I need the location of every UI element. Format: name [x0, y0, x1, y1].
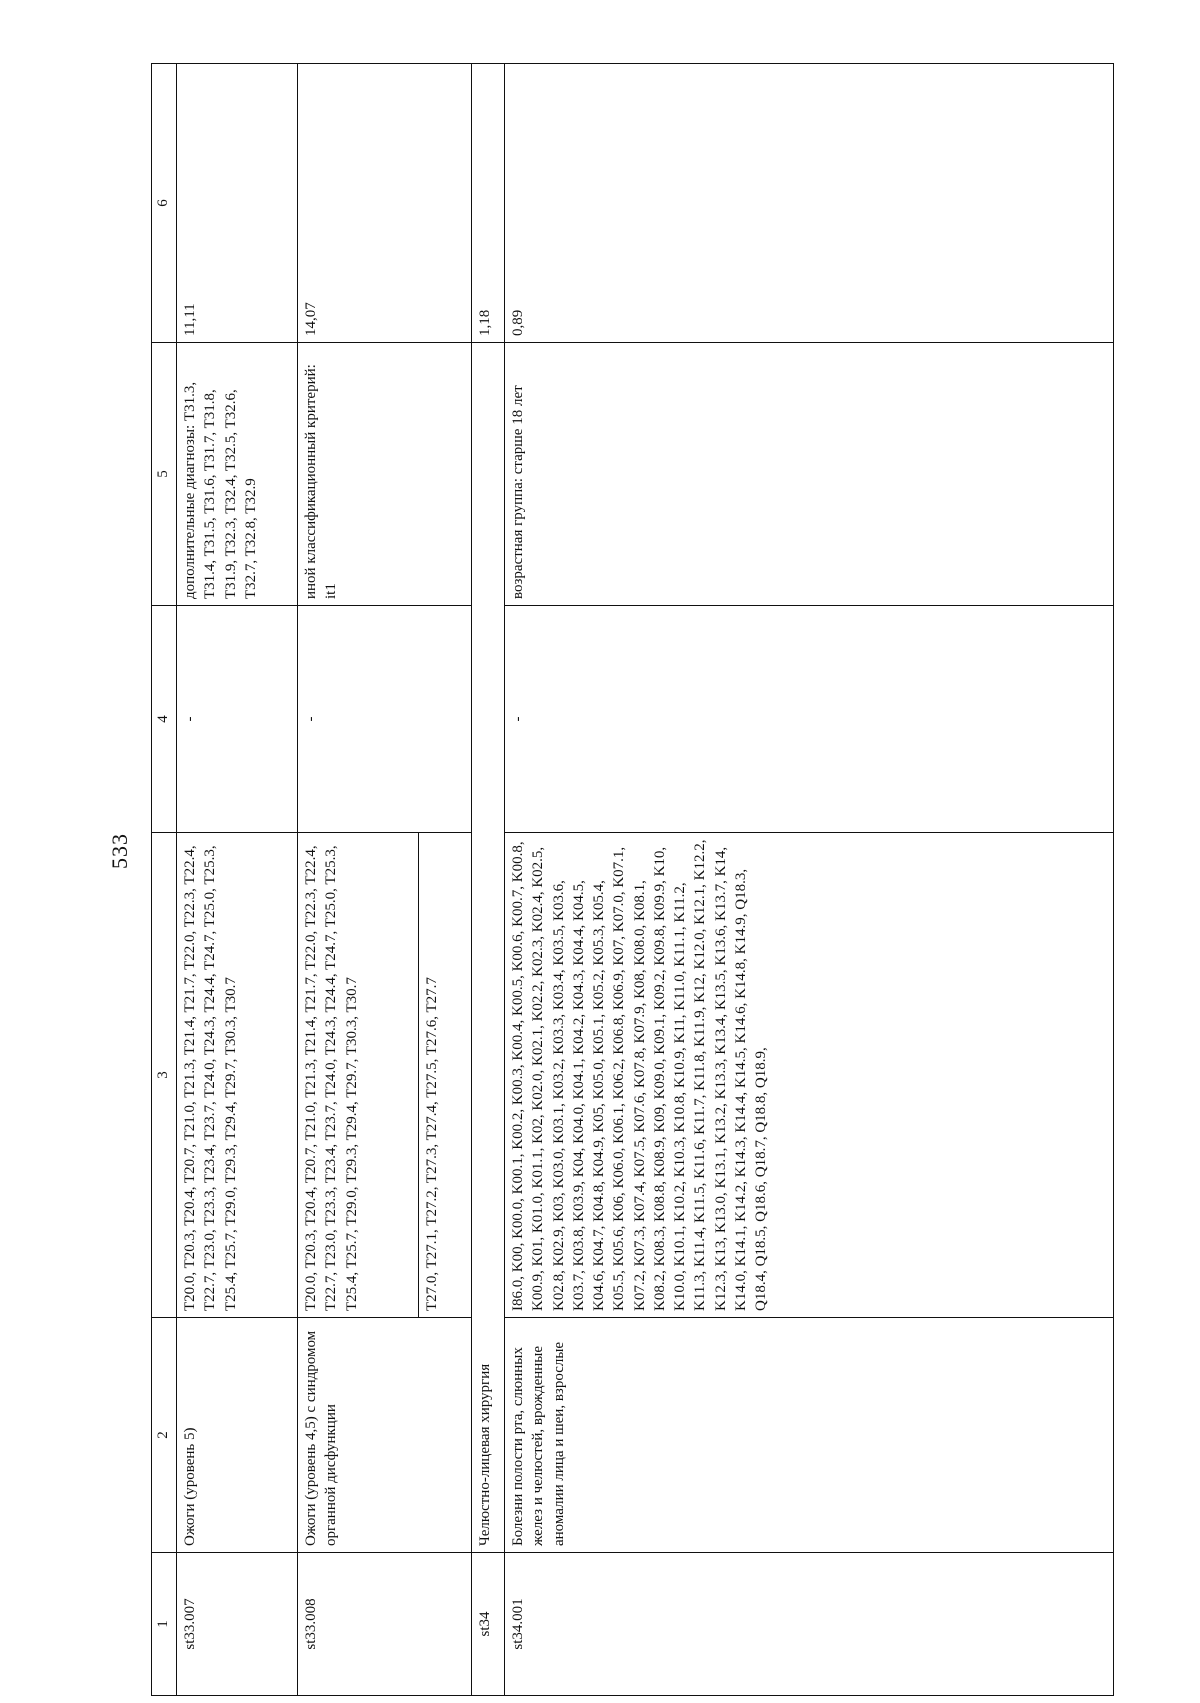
table-row: [298, 64, 419, 1696]
header-col-6: 6: [152, 64, 177, 343]
header-col-4: 4: [152, 606, 177, 833]
row-diagnosis-codes: I86.0, K00, K00.0, K00.1, K00.2, K00.3, K00.4, K00.5, K00.6, K00.7, K00.8, K00.9, K01, K01.0, K01.1, K02, K02.0, K02.1, K02.2, K02.3, K02.4, K02.5, K02.8, K02.9, K03, K03.0, K03.1, K03.2, K03.3, K03.4, K03.5, K03.6, K03.7, K03.8, K03.9, K04, K04.0, K04.1, K04.2, K04.3, K04.4, K04.5, K04.6, K04.7, K04.8, K04.9, K05, K05.0, K05.1, K05.2, K05.3, K05.4, K05.5, K05.6, K06, K06.0, K06.1, K06.2, K06.8, K06.9, K07, K07.0, K07.1, K07.2, K07.3, K07.4, K07.5, K07.6, K07.8, K07.9, K08, K08.0, K08.1, K08.2, K08.3, K08.8, K08.9, K09, K09.0, K09.1, K09.2, K09.8, K09.9, K10, K10.0, K10.1, K10.2, K10.3, K10.8, K10.9, K11, K11.0, K11.1, K11.2, K11.3, K11.4, K11.5, K11.6, K11.7, K11.8, K11.9, K12, K12.0, K12.1, K12.2, K12.3, K13, K13.0, K13.1, K13.2, K13.3, K13.4, K13.5, K13.6, K13.7, K14, K14.0, K14.1, K14.2, K14.3, K14.4, K14.5, K14.6, K14.8, K14.9, Q18.3, Q18.4, Q18.5, Q18.6, Q18.7, Q18.8, Q18.9,: [505, 833, 1114, 1318]
table-row: [177, 64, 298, 1696]
row-coefficient: 0,89: [505, 64, 1114, 343]
row-coefficient: 14,07: [298, 64, 472, 343]
row-code: st33.007: [177, 1553, 298, 1696]
tariff-table: [151, 64, 1114, 1696]
row-code: st33.008: [298, 1553, 472, 1696]
header-col-5: 5: [152, 343, 177, 606]
row-code: st34.001: [505, 1553, 1114, 1696]
row-name: Ожоги (уровень 4,5) с синдромом органной дисфункции: [298, 1318, 472, 1553]
row-criteria: иной классификационный критерий: it1: [298, 343, 472, 606]
section-code: st34: [472, 1553, 505, 1696]
row-col4: -: [505, 606, 1114, 833]
section-name: Челюстно-лицевая хирургия: [472, 343, 505, 1553]
row-name: Ожоги (уровень 5): [177, 1318, 298, 1553]
header-col-1: 1: [152, 1553, 177, 1696]
header-col-2: 2: [152, 1318, 177, 1553]
page-number: 533: [107, 833, 132, 869]
row-diagnosis-codes: T20.0, T20.3, T20.4, T20.7, T21.0, T21.3, T21.4, T21.7, T22.0, T22.3, T22.4, T22.7, T23.0, T23.3, T23.4, T23.7, T24.0, T24.3, T24.4, T24.7, T25.0, T25.3, T25.4, T25.7, T29.0, T29.3, T29.4, T29.7, T30.3, T30.7: [177, 833, 298, 1318]
header-col-3: 3: [152, 833, 177, 1318]
row-col4: -: [298, 606, 472, 833]
row-criteria: возрастная группа: старше 18 лет: [505, 343, 1114, 606]
row-col4: -: [177, 606, 298, 833]
section-row: [472, 64, 505, 1696]
section-coefficient: 1,18: [472, 64, 505, 343]
row-coefficient: 11,11: [177, 64, 298, 343]
row-name: Болезни полости рта, слюнных желез и челюстей, врожденные аномалии лица и шеи, взрослые: [505, 1318, 1114, 1553]
row-diagnosis-codes-a: T20.0, T20.3, T20.4, T20.7, T21.0, T21.3, T21.4, T21.7, T22.0, T22.3, T22.4, T22.7, T23.0, T23.3, T23.4, T23.7, T24.0, T24.3, T24.4, T24.7, T25.0, T25.3, T25.4, T25.7, T29.0, T29.3, T29.4, T29.7, T30.3, T30.7: [298, 833, 419, 1318]
row-criteria: дополнительные диагнозы: T31.3, T31.4, T31.5, T31.6, T31.7, T31.8, T31.9, T32.3, T32.4, T32.5, T32.6, T32.7, T32.8, T32.9: [177, 343, 298, 606]
header-row: [152, 64, 177, 1696]
row-diagnosis-codes-b: T27.0, T27.1, T27.2, T27.3, T27.4, T27.5, T27.6, T27.7: [419, 833, 472, 1318]
ksg-table: [151, 63, 1114, 1696]
table-row: [505, 64, 1114, 1696]
